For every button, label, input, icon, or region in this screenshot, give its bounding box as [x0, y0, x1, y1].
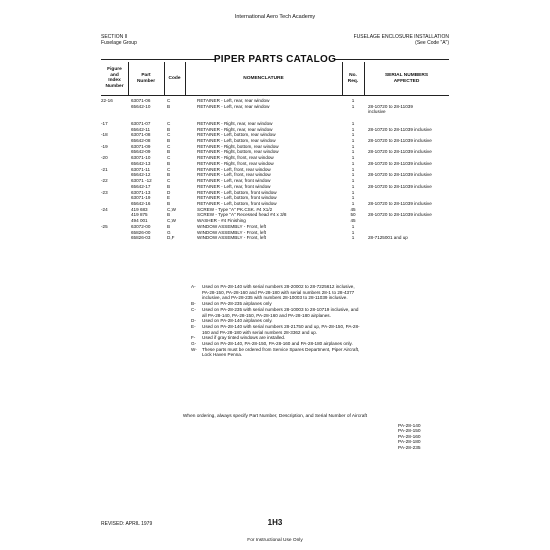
nomenclature-cell: RETAINER - Right, bottom, rear window	[197, 143, 279, 149]
col-header-serial: SERIAL NUMBERS AFFECTED	[384, 73, 429, 84]
model-item: PA-28-150	[398, 429, 421, 435]
nomenclature-cell: RETAINER - Right, front, rear window	[197, 160, 274, 166]
serial-numbers-cell: 28-10720 to 28-11039 inclusive	[368, 138, 432, 144]
model-item: PA-28-140	[398, 424, 421, 429]
code-cell: B	[167, 103, 171, 109]
part-number-cell: 63071-08	[131, 132, 151, 138]
nomenclature-cell: RETAINER - Left, rear, rear window	[197, 98, 270, 103]
serial-numbers-cell: 28-7125001 and up	[368, 235, 408, 241]
code-cell: D,F	[167, 235, 175, 241]
note-item	[191, 324, 361, 335]
note-key: A-	[191, 284, 196, 289]
quantity-required-cell: 1	[351, 195, 355, 201]
academy-header: International Aero Tech Academy	[234, 14, 316, 20]
code-cell: C	[167, 178, 171, 184]
nomenclature-cell: WINDOW ASSEMBLY - Front, left	[197, 229, 267, 235]
part-number-cell: 65642-13	[131, 160, 151, 166]
section-label: SECTION II	[101, 34, 128, 40]
code-cell: C	[167, 98, 171, 103]
note-text: Used on PA-28-140 with serial numbers 28-20002 to 28-7225612 inclusive, PA-28-150, PA-28-160 and PA-28-180 with serial numbers 28-1 to 28-4377 inclusive, and PA-28-235 with numbers 28-10003 to 28-11039 inclusive.	[202, 284, 355, 301]
note-key: D-	[191, 318, 196, 324]
part-number-cell: 419 875	[131, 212, 148, 218]
note-item	[191, 284, 361, 301]
quantity-required-cell: 1	[351, 172, 355, 178]
quantity-required-cell: 45	[350, 206, 356, 212]
part-number-cell: 419 683	[131, 206, 148, 212]
see-code-note: (See Code "A")	[415, 40, 449, 46]
code-cell: C	[167, 120, 171, 126]
code-cell: C	[167, 132, 171, 138]
figure-index-cell: -24	[101, 206, 108, 212]
note-key: C-	[191, 306, 196, 312]
serial-numbers-cell: 28-10720 to 28-11039 inclusive	[368, 149, 432, 155]
quantity-required-cell: 50	[350, 212, 356, 218]
catalog-title: PIPER PARTS CATALOG	[213, 54, 337, 65]
part-number-cell: 65642-17	[131, 183, 151, 189]
group-label: Fuselage Group	[101, 40, 137, 46]
serial-numbers-cell: 28-10720 to 28-11039 inclusive	[368, 126, 432, 132]
part-number-cell: 63071-19	[131, 195, 151, 201]
code-cell: B	[167, 149, 171, 155]
nomenclature-cell: WASHER - #4 Finishing	[197, 218, 246, 224]
col-header-req: No. Req.	[347, 73, 359, 84]
note-key: E-	[191, 323, 196, 329]
part-number-cell: 494 001	[131, 218, 148, 224]
instructional-footer: For Instructional Use Only	[247, 538, 303, 543]
nomenclature-cell: RETAINER - Right, front, rear window	[197, 155, 274, 161]
page-number: 1H3	[267, 518, 283, 527]
part-number-cell: 63071-06	[131, 98, 151, 103]
serial-numbers-cell: 28-10720 to 28-11039 inclusive	[368, 183, 432, 189]
quantity-required-cell: 1	[351, 143, 355, 149]
quantity-required-cell: 1	[351, 183, 355, 189]
code-cell: C	[167, 166, 171, 172]
quantity-required-cell: 1	[351, 126, 355, 132]
col-header-part: Part Number	[136, 73, 156, 84]
col-header-code: Code	[168, 76, 181, 81]
code-cell: B	[167, 126, 171, 132]
code-cell: B	[167, 200, 171, 206]
quantity-required-cell: 1	[351, 178, 355, 184]
quantity-required-cell: 1	[351, 149, 355, 155]
code-cell: D	[167, 189, 171, 195]
note-key: W-	[191, 346, 197, 352]
part-number-cell: 65642-12	[131, 172, 151, 178]
quantity-required-cell: 1	[351, 189, 355, 195]
nomenclature-cell: WINDOW ASSEMBLY - Front, left	[197, 235, 267, 241]
part-number-cell: 63071-07	[131, 120, 151, 126]
nomenclature-cell: SCREW - Type "A" PK.CSK. #4 X1/2	[197, 206, 273, 212]
code-cell: G	[167, 229, 171, 235]
quantity-required-cell: 1	[351, 98, 355, 103]
col-header-nomenclature: NOMENCLATURE	[243, 76, 284, 81]
document-title-block	[354, 34, 449, 46]
quantity-required-cell: 1	[351, 155, 355, 161]
nomenclature-cell: SCREW - Type "A" Recessed head #4 x 3/8	[197, 212, 287, 218]
part-number-cell: 63071-13	[131, 189, 151, 195]
section-block	[101, 34, 137, 46]
code-cell: B	[167, 223, 171, 229]
part-number-cell: 63071-11	[131, 166, 151, 172]
figure-index-cell: -21	[101, 166, 108, 172]
quantity-required-cell: 1	[351, 160, 355, 166]
note-text: Used on PA-28-235 airplanes only	[202, 301, 272, 307]
part-number-cell: 65642-08	[131, 138, 151, 144]
nomenclature-cell: RETAINER - Left, front, rear window	[197, 172, 271, 178]
nomenclature-cell: RETAINER - Left, front, rear window	[197, 166, 271, 172]
model-list	[398, 424, 421, 451]
quantity-required-cell: 1	[351, 235, 355, 241]
part-number-cell: 63071 -12	[131, 178, 152, 184]
nomenclature-cell: RETAINER - Right, bottom, rear window	[197, 149, 279, 155]
part-number-cell: 65642-10	[131, 103, 151, 109]
note-text: Used on PA-28-140, PA-28-150, PA-28-160 and PA-28-180 airplanes only.	[202, 341, 353, 347]
figure-index-cell: -23	[101, 189, 108, 195]
nomenclature-cell: RETAINER - Left, bottom, rear window	[197, 138, 276, 144]
nomenclature-cell: RETAINER - Right, rear, rear window	[197, 126, 273, 132]
note-text: These parts must be ordered from Service Spares Department, Piper Aircraft, Lock Haven Penna.	[202, 346, 360, 358]
nomenclature-cell: WINDOW ASSEMBLY - Front, left	[197, 223, 267, 229]
nomenclature-cell: RETAINER - Left, bottom, front window	[197, 195, 277, 201]
part-number-cell: 65642-16	[131, 200, 151, 206]
nomenclature-cell: RETAINER - Left, rear, rear window	[197, 103, 270, 109]
quantity-required-cell: 1	[351, 223, 355, 229]
code-cell: C,W	[167, 206, 176, 212]
note-key: G-	[191, 341, 197, 347]
serial-numbers-cell: 28-10720 to 28-11039 inclusive	[368, 200, 432, 206]
note-key: F-	[191, 335, 196, 341]
serial-numbers-cell: 28-10720 to 28-11039 inclusive	[368, 160, 432, 166]
figure-index-cell: -25	[101, 223, 108, 229]
note-text: Used on PA-28-140 with serial numbers 28-21750 and up, PA-28-150, PA-28-160 and PA-28-180 with serial numbers 28-3362 and up.	[202, 323, 360, 335]
part-number-cell: 63072-00	[131, 223, 151, 229]
code-cell: B	[167, 172, 171, 178]
code-cell: C	[167, 143, 171, 149]
quantity-required-cell: 1	[351, 120, 355, 126]
quantity-required-cell: 1	[351, 200, 355, 206]
figure-index-cell: -17	[101, 120, 108, 126]
code-cell: E	[167, 195, 171, 201]
note-text: Used on PA-28-235 with serial numbers 28-10003 to 28-10719 inclusive, and all PA-28-140, PA-28-150, PA-28-160 and PA-28-180 airplanes.	[202, 306, 359, 318]
serial-numbers-cell: 28-10720 to 28-11039 inclusive	[368, 212, 432, 218]
part-number-cell: 63071-10	[131, 155, 151, 161]
document-title: FUSELAGE ENCLOSURE INSTALLATION	[353, 34, 449, 40]
quantity-required-cell: 1	[351, 166, 355, 172]
quantity-required-cell: 1	[351, 103, 355, 109]
nomenclature-cell: RETAINER - Left, rear, front window	[197, 178, 271, 184]
code-notes	[191, 284, 361, 358]
figure-index-cell: 22-16	[101, 98, 113, 103]
note-text: Used on PA-28-140 airplanes only.	[202, 318, 273, 324]
nomenclature-cell: RETAINER - Left, bottom, front window	[197, 200, 277, 206]
part-number-cell: 65642-09	[131, 149, 151, 155]
nomenclature-cell: RETAINER - Left, bottom, front window	[197, 189, 277, 195]
part-number-cell: 65826-00	[131, 229, 151, 235]
serial-numbers-cell: 28-10720 to 28-11039	[368, 103, 413, 109]
header-rule-bottom	[101, 95, 449, 96]
ordering-note: When ordering, always specify Part Number, Description, and Serial Number of Aircraft	[182, 414, 368, 419]
code-cell: B	[167, 212, 171, 218]
nomenclature-cell: RETAINER - Right, rear, rear window	[197, 120, 273, 126]
note-item	[191, 307, 361, 318]
part-number-cell: 65826-03	[131, 235, 151, 241]
model-item: PA-28-235	[398, 445, 421, 451]
figure-index-cell: -18	[101, 132, 108, 138]
part-number-cell: 63071-09	[131, 143, 151, 149]
model-item: PA-28-160	[398, 434, 421, 440]
figure-index-cell: -19	[101, 143, 108, 149]
col-header-figure: Figure and Index Number	[105, 67, 124, 89]
serial-numbers-cell: inclusive	[368, 109, 386, 115]
quantity-required-cell: 1	[351, 229, 355, 235]
code-cell: B	[167, 183, 171, 189]
figure-index-cell: -22	[101, 178, 108, 184]
model-item: PA-28-180	[398, 440, 421, 446]
nomenclature-cell: RETAINER - Left, bottom, rear window	[197, 132, 276, 138]
quantity-required-cell: 1	[351, 132, 355, 138]
code-cell: B	[167, 160, 171, 166]
figure-index-cell: -20	[101, 155, 108, 161]
note-key: B-	[191, 301, 196, 307]
code-cell: C,W	[167, 218, 176, 224]
note-item	[191, 347, 361, 358]
serial-numbers-cell: 28-10720 to 28-11039 inclusive	[368, 172, 432, 178]
quantity-required-cell: 45	[350, 218, 356, 224]
part-number-cell: 65642-11	[131, 126, 151, 132]
note-text: Used if gray tinted windows are installed.	[202, 335, 286, 341]
code-cell: B	[167, 138, 171, 144]
code-cell: C	[167, 155, 171, 161]
revised-date: REVISED: APRIL 1979	[101, 521, 153, 527]
nomenclature-cell: RETAINER - Left, rear, front window	[197, 183, 271, 189]
table-row	[0, 235, 550, 241]
quantity-required-cell: 1	[351, 138, 355, 144]
